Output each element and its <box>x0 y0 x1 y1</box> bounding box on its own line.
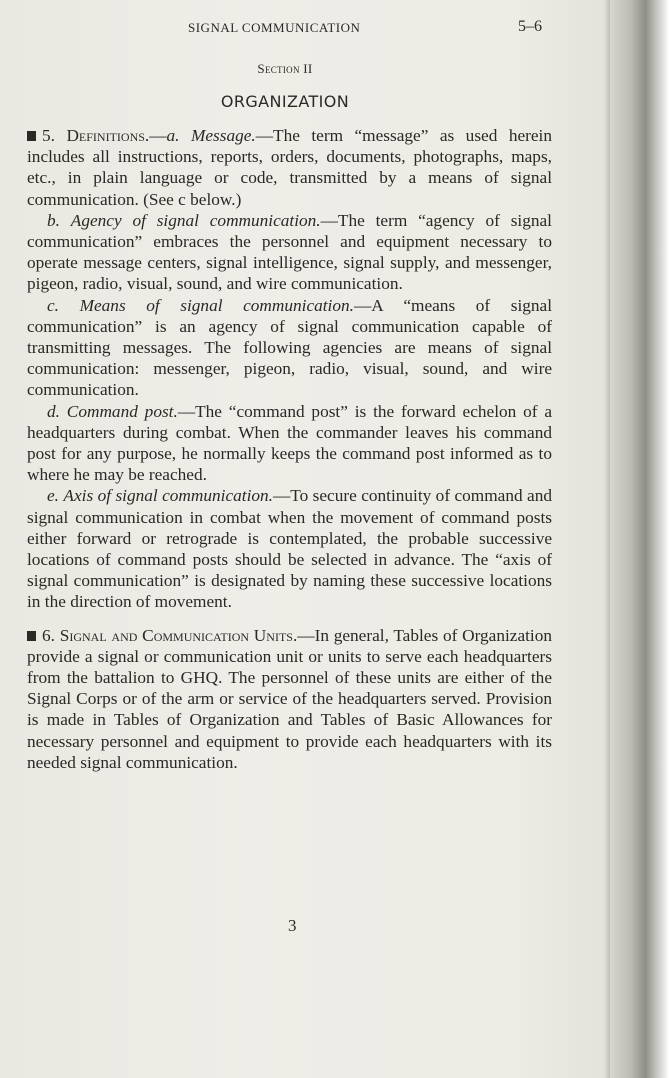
term: Agency of signal communication. <box>70 210 321 230</box>
paragraph-marker-icon <box>27 131 36 141</box>
paragraph-number: 5. <box>42 126 55 145</box>
page-title: ORGANIZATION <box>220 92 350 111</box>
definition-text: —To secure continuity of command and signal communication in combat when the movement of command posts either forward or retrograde is contemplated, the probable successive locations of command posts should be selected in advance. The “axis of signal communication” is designated by naming these successive locations in the direction of movement. <box>27 486 552 612</box>
page-number: 3 <box>288 916 297 935</box>
paragraph-5a <box>27 125 552 210</box>
paragraph-heading: Definitions. <box>66 126 150 145</box>
running-head: SIGNAL COMMUNICATION <box>188 20 361 35</box>
paragraph-5e <box>27 485 552 612</box>
paragraph-heading: Signal and Communication Units. <box>59 625 298 645</box>
paragraph-5b <box>27 210 552 295</box>
definition-text: —The “command post” is the forward echelon of a headquarters during combat. When the commander leaves his command post for any purpose, he normally keeps the command post informed as to where he may be reached. <box>27 401 553 485</box>
paragraph-number: 6. <box>42 625 55 645</box>
section-label-text: Section II <box>257 61 313 76</box>
term: Means of signal communication. <box>79 295 354 315</box>
paragraph-6 <box>27 625 552 773</box>
sub-letter: a. <box>166 126 180 145</box>
page-reference: 5–6 <box>518 18 542 35</box>
term: Command post. <box>66 401 178 421</box>
book-page-edge <box>610 0 669 1078</box>
paragraph-5c <box>27 295 552 401</box>
term: Message. <box>190 126 256 145</box>
section-label <box>0 60 570 78</box>
sub-letter: b. <box>47 210 60 230</box>
sub-letter: c. <box>47 295 59 315</box>
paragraph-text: —In general, Tables of Organization provide a signal or communication unit or units to serve each headquarters from the battalion to GHQ. The personnel of these units are either of the Signal Corps or of the arm or service of the headquarters served. Provision is made in Tables of Organization and Tables of Basic Allowances for necessary personnel and equipment to provide each headquarters with its needed signal communication. <box>27 625 552 772</box>
body-text <box>27 125 552 773</box>
sub-letter: e. <box>47 486 59 506</box>
sub-letter: d. <box>47 401 60 421</box>
paragraph-5d <box>27 401 552 486</box>
definition-text: —The term “agency of signal communication” embraces the personnel and equipment necessary to operate message centers, signal intelligence, signal supply, and messenger, pigeon, radio, visual, sound, and wire communication. <box>27 210 552 294</box>
definition-text: —A “means of signal communication” is an agency of signal communication capable of transmitting messages. The following agencies are means of signal communication: messenger, pigeon, radio, visual, sound, and wire communication. <box>27 295 553 400</box>
term: Axis of signal communication. <box>63 486 273 506</box>
paragraph-marker-icon <box>27 631 36 641</box>
definition-text: —The term “message” as used herein includes all instructions, reports, orders, documents, photographs, maps, etc., in plain language or code, transmitted by a means of signal communication. (See c below.) <box>27 126 552 209</box>
heading-dash: — <box>149 126 167 145</box>
